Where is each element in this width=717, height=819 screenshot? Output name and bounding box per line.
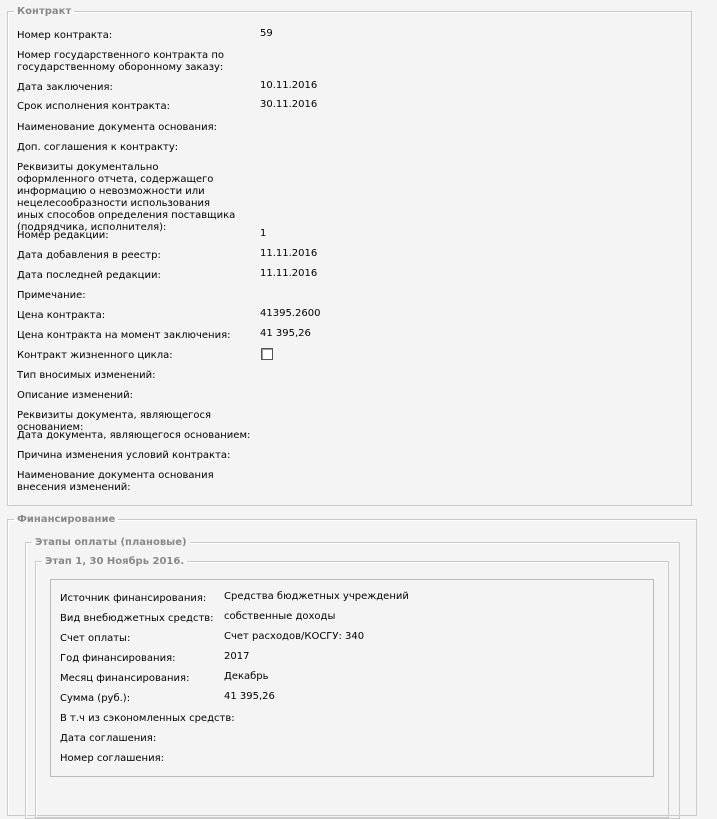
payment-stage-1-legend: Этап 1, 30 Ноябрь 2016. xyxy=(45,556,185,567)
saved-funds-label: В т.ч из сэкономленных средств: xyxy=(60,713,235,724)
payment-account-label: Счет оплаты: xyxy=(60,633,131,644)
conclusion-date-value: 10.11.2016 xyxy=(260,80,318,91)
financing-legend: Финансирование xyxy=(17,514,116,525)
execution-term-value: 30.11.2016 xyxy=(260,99,318,110)
report-details-label: Реквизиты документально оформленного отчета, содержащего информацию о невозможности или нецелесообразности использования иных способов определения поставщика (подрядчика, исполнителя): xyxy=(17,162,236,233)
amount-label: Сумма (руб.): xyxy=(60,693,131,704)
note-label: Примечание: xyxy=(17,290,86,301)
basis-document-name-label: Наименование документа основания: xyxy=(17,122,217,133)
contract-price-value: 41395.2600 xyxy=(260,308,321,319)
execution-term-label: Срок исполнения контракта: xyxy=(17,101,170,112)
lifecycle-contract-checkbox[interactable] xyxy=(261,348,273,360)
initial-contract-price-value: 41 395,26 xyxy=(260,328,311,339)
registry-added-date-label: Дата добавления в реестр: xyxy=(17,250,161,261)
revision-number-label: Номер редакции: xyxy=(17,230,109,241)
change-description-label: Описание изменений: xyxy=(17,390,134,401)
funding-source-value: Средства бюджетных учреждений xyxy=(224,591,409,602)
funding-year-value: 2017 xyxy=(224,651,250,662)
defense-contract-number-label: Номер государственного контракта по государственному оборонному заказу: xyxy=(17,50,224,73)
payment-stages-legend: Этапы оплаты (плановые) xyxy=(35,537,187,548)
registry-added-date-value: 11.11.2016 xyxy=(260,248,318,259)
agreement-date-label: Дата соглашения: xyxy=(60,733,157,744)
funding-month-value: Декабрь xyxy=(224,671,269,682)
agreement-number-label: Номер соглашения: xyxy=(60,753,164,764)
initial-contract-price-label: Цена контракта на момент заключения: xyxy=(17,330,231,341)
change-basis-document-name-label: Наименование документа основания внесения изменений: xyxy=(17,470,214,493)
contract-number-value: 59 xyxy=(260,28,273,39)
lifecycle-contract-label: Контракт жизненного цикла: xyxy=(17,350,173,361)
additional-agreements-label: Доп. соглашения к контракту: xyxy=(17,142,179,153)
basis-document-date-label: Дата документа, являющегося основанием: xyxy=(17,430,251,441)
change-type-label: Тип вносимых изменений: xyxy=(17,370,156,381)
payment-account-value: Счет расходов/КОСГУ: 340 xyxy=(224,631,365,642)
extrabudget-type-label: Вид внебюджетных средств: xyxy=(60,613,214,624)
last-revision-date-label: Дата последней редакции: xyxy=(17,270,161,281)
contract-legend: Контракт xyxy=(17,6,72,17)
conclusion-date-label: Дата заключения: xyxy=(17,82,113,93)
extrabudget-type-value: собственные доходы xyxy=(224,611,336,622)
funding-source-label: Источник финансирования: xyxy=(60,593,207,604)
funding-year-label: Год финансирования: xyxy=(60,653,176,664)
basis-document-details-label: Реквизиты документа, являющегося основанием: xyxy=(17,410,212,433)
funding-month-label: Месяц финансирования: xyxy=(60,673,190,684)
last-revision-date-value: 11.11.2016 xyxy=(260,268,318,279)
amount-value: 41 395,26 xyxy=(224,691,275,702)
change-reason-label: Причина изменения условий контракта: xyxy=(17,450,231,461)
revision-number-value: 1 xyxy=(260,228,267,239)
contract-price-label: Цена контракта: xyxy=(17,310,106,321)
contract-number-label: Номер контракта: xyxy=(17,30,113,41)
